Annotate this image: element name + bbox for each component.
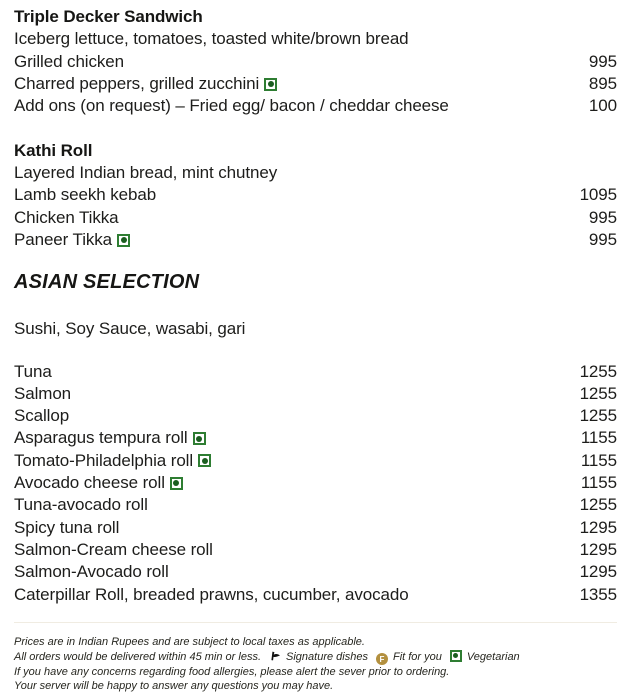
menu-item-name: Salmon-Avocado roll	[14, 562, 169, 582]
menu-item-name-wrap	[14, 561, 169, 583]
menu-item-price: 1295	[579, 562, 617, 582]
section-title: Kathi Roll	[14, 140, 93, 160]
menu-item-name: Asparagus tempura roll	[14, 428, 188, 448]
menu-item-name-wrap	[14, 207, 119, 229]
menu-item	[14, 361, 617, 383]
menu-section	[14, 6, 617, 117]
menu-item-price: 100	[588, 96, 617, 116]
menu-item-name-wrap	[14, 472, 183, 494]
menu-item-name-wrap	[14, 73, 277, 95]
footer-note-prices: Prices are in Indian Rupees and are subject to local taxes as applicable.	[14, 636, 365, 648]
menu-item	[14, 383, 617, 405]
section-description: Sushi, Soy Sauce, wasabi, gari	[14, 319, 246, 339]
section-description: Layered Indian bread, mint chutney	[14, 163, 278, 183]
menu-item-price: 995	[588, 229, 617, 249]
menu-item-name-wrap	[14, 427, 206, 449]
menu-item-price: 1255	[579, 495, 617, 515]
vegetarian-icon	[450, 650, 462, 662]
menu-item-name: Lamb seekh kebab	[14, 185, 157, 205]
menu-item-name-wrap	[14, 383, 71, 405]
footer-note-server: Your server will be happy to answer any questions you may have.	[14, 679, 334, 692]
section-items	[14, 361, 617, 606]
menu-item-name: Grilled chicken	[14, 51, 124, 71]
menu-item-name: Add ons (on request) – Fried egg/ bacon / cheddar cheese	[14, 96, 449, 116]
menu-item-name: Tuna	[14, 361, 52, 381]
section-description: Iceberg lettuce, tomatoes, toasted white/brown bread	[14, 29, 409, 49]
menu-item-price: 1355	[579, 584, 617, 604]
vegetarian-icon	[264, 78, 277, 91]
menu-item-price: 1155	[580, 473, 617, 493]
menu-item-price: 1255	[579, 361, 617, 381]
menu-item-price: 895	[588, 73, 617, 93]
section-title-row	[14, 268, 617, 296]
section-items	[14, 184, 617, 251]
menu-item-name: Avocado cheese roll	[14, 473, 165, 493]
menu-item-name-wrap	[14, 584, 409, 606]
vegetarian-icon	[198, 454, 211, 467]
menu-item-name: Salmon	[14, 383, 72, 403]
menu-item	[14, 494, 617, 516]
section-title-row	[14, 140, 617, 162]
menu-item-name: Spicy tuna roll	[14, 517, 120, 537]
menu-item-price: 995	[588, 51, 617, 71]
section-title: Triple Decker Sandwich	[14, 7, 203, 26]
menu-item-name-wrap	[14, 405, 69, 427]
legend-item	[376, 651, 442, 663]
menu-item-price: 1095	[579, 185, 617, 205]
menu-item-price: 1155	[580, 428, 617, 448]
menu-item-name-wrap	[14, 184, 156, 206]
menu-item	[14, 229, 617, 251]
menu-item-price: 1295	[579, 517, 617, 537]
menu-sections	[14, 6, 617, 606]
menu-item	[14, 51, 617, 73]
menu-item-price: 995	[588, 207, 617, 227]
menu-item-name-wrap	[14, 517, 119, 539]
section-title-row	[14, 6, 617, 28]
menu-item-name-wrap	[14, 494, 148, 516]
vegetarian-icon	[117, 234, 130, 247]
menu-section	[14, 140, 617, 251]
menu-item-name-wrap	[14, 539, 213, 561]
legend	[261, 651, 520, 663]
menu-item-name-wrap	[14, 361, 52, 383]
menu-item	[14, 584, 617, 606]
menu-item	[14, 73, 617, 95]
legend-label: Fit for you	[392, 650, 442, 663]
menu-item-name: Tomato-Philadelphia roll	[14, 450, 194, 470]
menu-item-name-wrap	[14, 95, 449, 117]
menu-item-name: Paneer Tikka	[14, 229, 113, 249]
footer-note-delivery	[14, 650, 617, 667]
menu-item-price: 1255	[579, 406, 617, 426]
menu-item	[14, 517, 617, 539]
menu-item	[14, 472, 617, 494]
vegetarian-icon	[170, 477, 183, 490]
legend-item	[450, 651, 520, 663]
menu-item	[14, 539, 617, 561]
legend-item	[269, 651, 368, 663]
menu-item	[14, 561, 617, 583]
menu-footer	[14, 622, 617, 693]
menu-item-name: Scallop	[14, 406, 70, 426]
menu-item-name: Charred peppers, grilled zucchini	[14, 73, 260, 93]
legend-label: Signature dishes	[286, 650, 368, 663]
menu-item-name: Tuna-avocado roll	[14, 495, 148, 515]
menu-item-name-wrap	[14, 450, 211, 472]
section-items	[14, 51, 617, 118]
menu-item	[14, 427, 617, 449]
menu-item	[14, 450, 617, 472]
section-title: ASIAN SELECTION	[14, 271, 200, 294]
fit-for-you-icon: F	[376, 653, 388, 665]
menu-item-name: Salmon-Cream cheese roll	[14, 539, 213, 559]
menu-item-name: Chicken Tikka	[14, 207, 119, 227]
vegetarian-icon	[193, 432, 206, 445]
menu-item-name-wrap	[14, 229, 130, 251]
menu-item-price: 1295	[579, 539, 617, 559]
menu-item	[14, 207, 617, 229]
legend-label: Vegetarian	[466, 650, 520, 663]
menu-item-name-wrap	[14, 51, 124, 73]
signature-dish-icon	[269, 650, 281, 667]
menu-item	[14, 184, 617, 206]
menu-section	[14, 268, 617, 606]
menu-item-name: Caterpillar Roll, breaded prawns, cucumber, avocado	[14, 584, 409, 604]
menu-item-price: 1255	[579, 383, 617, 403]
footer-note-allergies: If you have any concerns regarding food allergies, please alert the sever prior to ordering.	[14, 666, 450, 679]
menu-item	[14, 95, 617, 117]
footer-delivery-text: All orders would be delivered within 45 min or less.	[14, 650, 262, 663]
menu-item	[14, 405, 617, 427]
menu-item-price: 1155	[580, 450, 617, 470]
